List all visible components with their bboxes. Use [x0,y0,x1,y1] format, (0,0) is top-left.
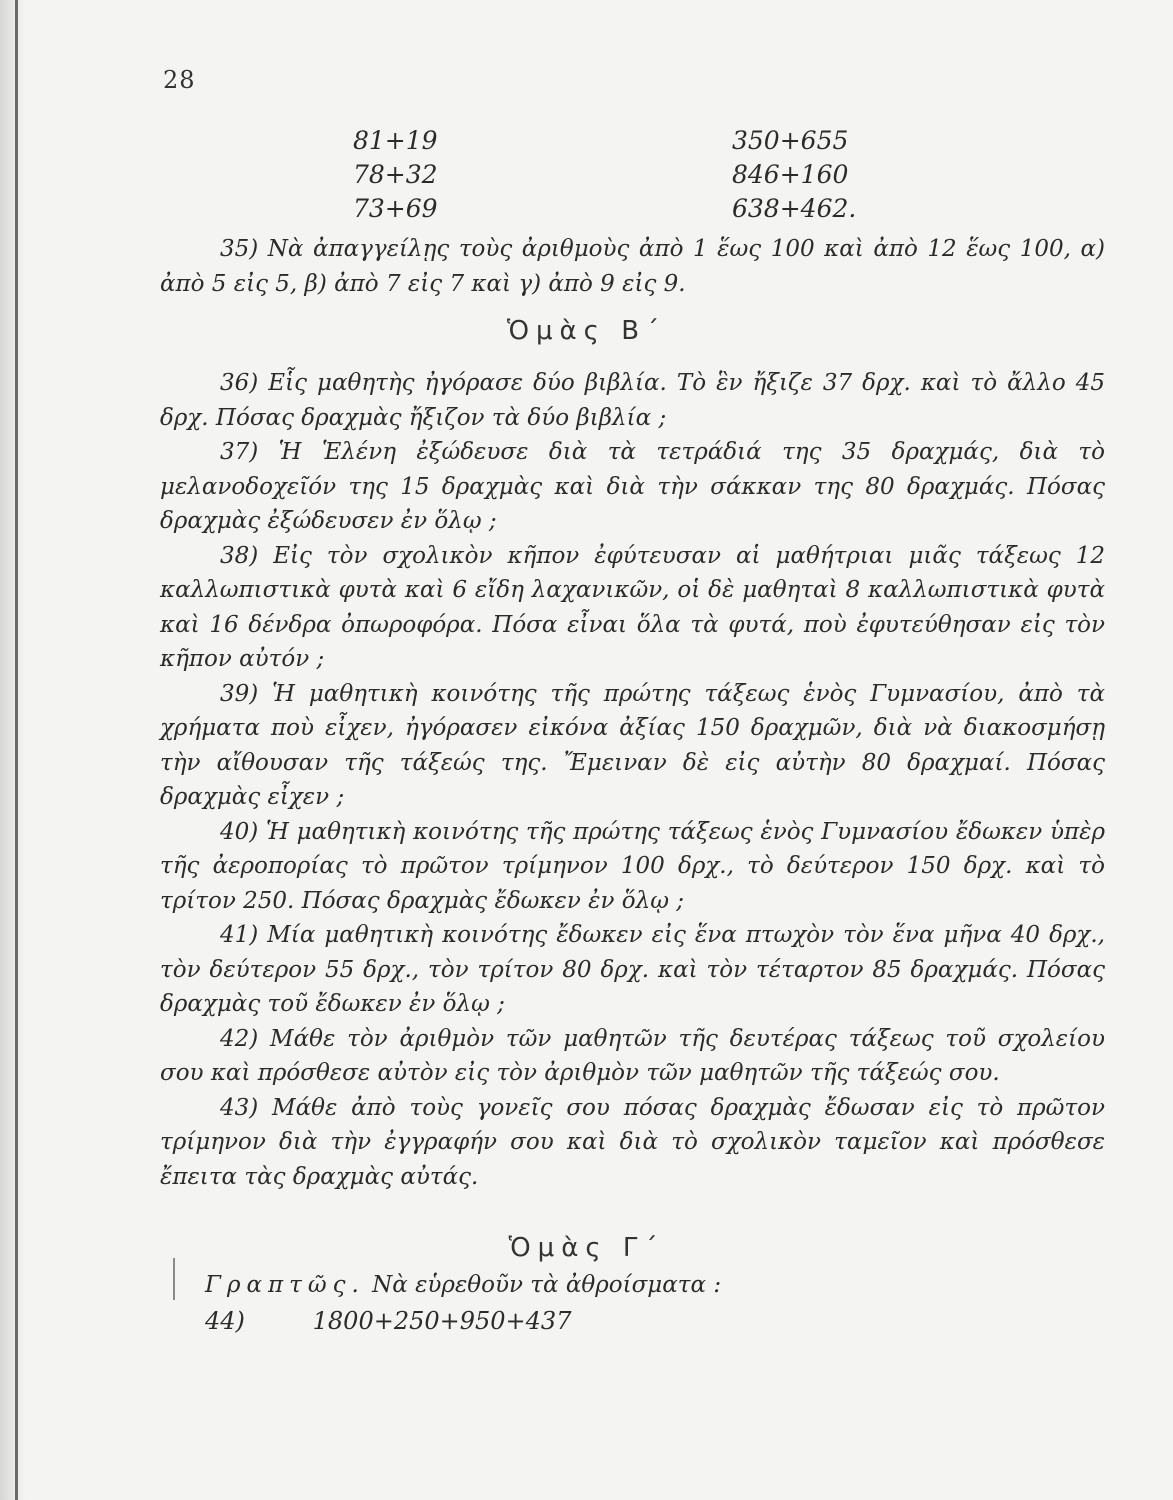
exercise-37: 37) Ἡ Ἑλένη ἐξώδευσε διὰ τὰ τετράδιά της 35 δραχμάς, διὰ τὸ μελανοδοχεῖόν της 15 δραχμὰς καὶ διὰ τὴν σάκκαν της 80 δραχμάς. Πόσας δραχμὰς ἐξώδευσεν ἐν ὅλῳ ; [160,439,1105,534]
exercise-42: 42) Μάθε τὸν ἀριθμὸν τῶν μαθητῶν τῆς δευτέρας τάξεως τοῦ σχολείου σου καὶ πρόσθεσε αὐτὸν εἰς τὸν ἀριθμὸν τῶν μαθητῶν τῆς τάξεώς σου. [160,1025,1105,1086]
exercise-43: 43) Μάθε ἀπὸ τοὺς γονεῖς σου πόσας δραχμὰς ἔδωσαν εἰς τὸ πρῶτον τρίμηνον διὰ τὴν ἐγγραφήν σου καὶ διὰ τὸ σχολικὸν ταμεῖον καὶ πρόσθεσε ἔπειτα τὰς δραχμὰς αὐτάς. [160,1094,1105,1190]
exercise-39: 39) Ἡ μαθητικὴ κοινότης τῆς πρώτης τάξεως ἑνὸς Γυμνασίου, ἀπὸ τὰ χρήματα ποὺ εἶχεν, ἠγόρασεν εἰκόνα ἀξίας 150 δραχμῶν, διὰ νὰ διακοσμήσῃ τὴν αἴθουσαν τῆς τάξεώς της. Ἔμειναν δὲ εἰς αὐτὴν 80 δραχμαί. Πόσας δραχμὰς εἶχεν ; [160,680,1105,810]
exercise-44-expression: 1800+250+950+437 [312,1307,572,1335]
sum-item: 350+655 [732,126,849,155]
section-heading-b: Ὁμὰς Β΄ [506,316,667,346]
instruction-text: Νὰ εὑρεθοῦν τὰ ἀθροίσματα : [372,1272,722,1298]
page-number: 28 [163,66,196,94]
sum-item: 78+32 [353,160,438,189]
exercise-44 [205,1307,571,1335]
binding-edge [15,0,18,1500]
sum-item: 81+19 [353,126,438,155]
exercise-36: 36) Εἷς μαθητὴς ἠγόρασε δύο βιβλία. Τὸ ἓν ἤξιζε 37 δρχ. καὶ τὸ ἄλλο 45 δρχ. Πόσας δραχμὰς ἤξιζον τὰ δύο βιβλία ; [160,370,1105,431]
exercise-35-block [160,232,1105,301]
instruction-line [205,1272,721,1298]
sum-item: 846+160 [732,160,849,189]
exercise-40: 40) Ἡ μαθητικὴ κοινότης τῆς πρώτης τάξεως ἑνὸς Γυμνασίου ἔδωκεν ὑπὲρ τῆς ἀεροπορίας τὸ πρῶτον τρίμηνον 100 δρχ., τὸ δεύτερον 150 δρχ. καὶ τὸ τρίτον 250. Πόσας δραχμὰς ἔδωκεν ἐν ὅλῳ ; [160,818,1105,914]
margin-mark [173,1258,175,1300]
sum-item: 638+462. [732,194,857,223]
exercise-44-number: 44) [205,1307,245,1335]
instruction-keyword: Γραπτῶς. [205,1272,365,1298]
sums-left-column [353,124,438,226]
exercise-35: 35) Νὰ ἀπαγγείλῃς τοὺς ἀριθμοὺς ἀπὸ 1 ἕως 100 καὶ ἀπὸ 12 ἕως 100, α) ἀπὸ 5 εἰς 5, β) ἀπὸ 7 εἰς 7 καὶ γ) ἀπὸ 9 εἰς 9. [160,236,1105,297]
page-spine-shadow [0,0,26,1500]
section-heading-c: Ὁμὰς Γ΄ [508,1233,665,1263]
sum-item: 73+69 [353,194,438,223]
exercises-b-block [160,366,1105,1194]
sums-right-column [732,124,856,226]
exercise-38: 38) Εἰς τὸν σχολικὸν κῆπον ἐφύτευσαν αἱ μαθήτριαι μιᾶς τάξεως 12 καλλωπιστικὰ φυτὰ καὶ 6 εἴδη λαχανικῶν, οἱ δὲ μαθηταὶ 8 καλλωπιστικὰ φυτὰ καὶ 16 δένδρα ὀπωροφόρα. Πόσα εἶναι ὅλα τὰ φυτά, ποὺ ἐφυτεύθησαν εἰς τὸν κῆπον αὐτόν ; [160,542,1105,672]
exercise-41: 41) Μία μαθητικὴ κοινότης ἔδωκεν εἰς ἕνα πτωχὸν τὸν ἕνα μῆνα 40 δρχ., τὸν δεύτερον 55 δρχ., τὸν τρίτον 80 δρχ. καὶ τὸν τέταρτον 85 δραχμάς. Πόσας δραχμὰς τοῦ ἔδωκεν ἐν ὅλῳ ; [160,922,1105,1017]
